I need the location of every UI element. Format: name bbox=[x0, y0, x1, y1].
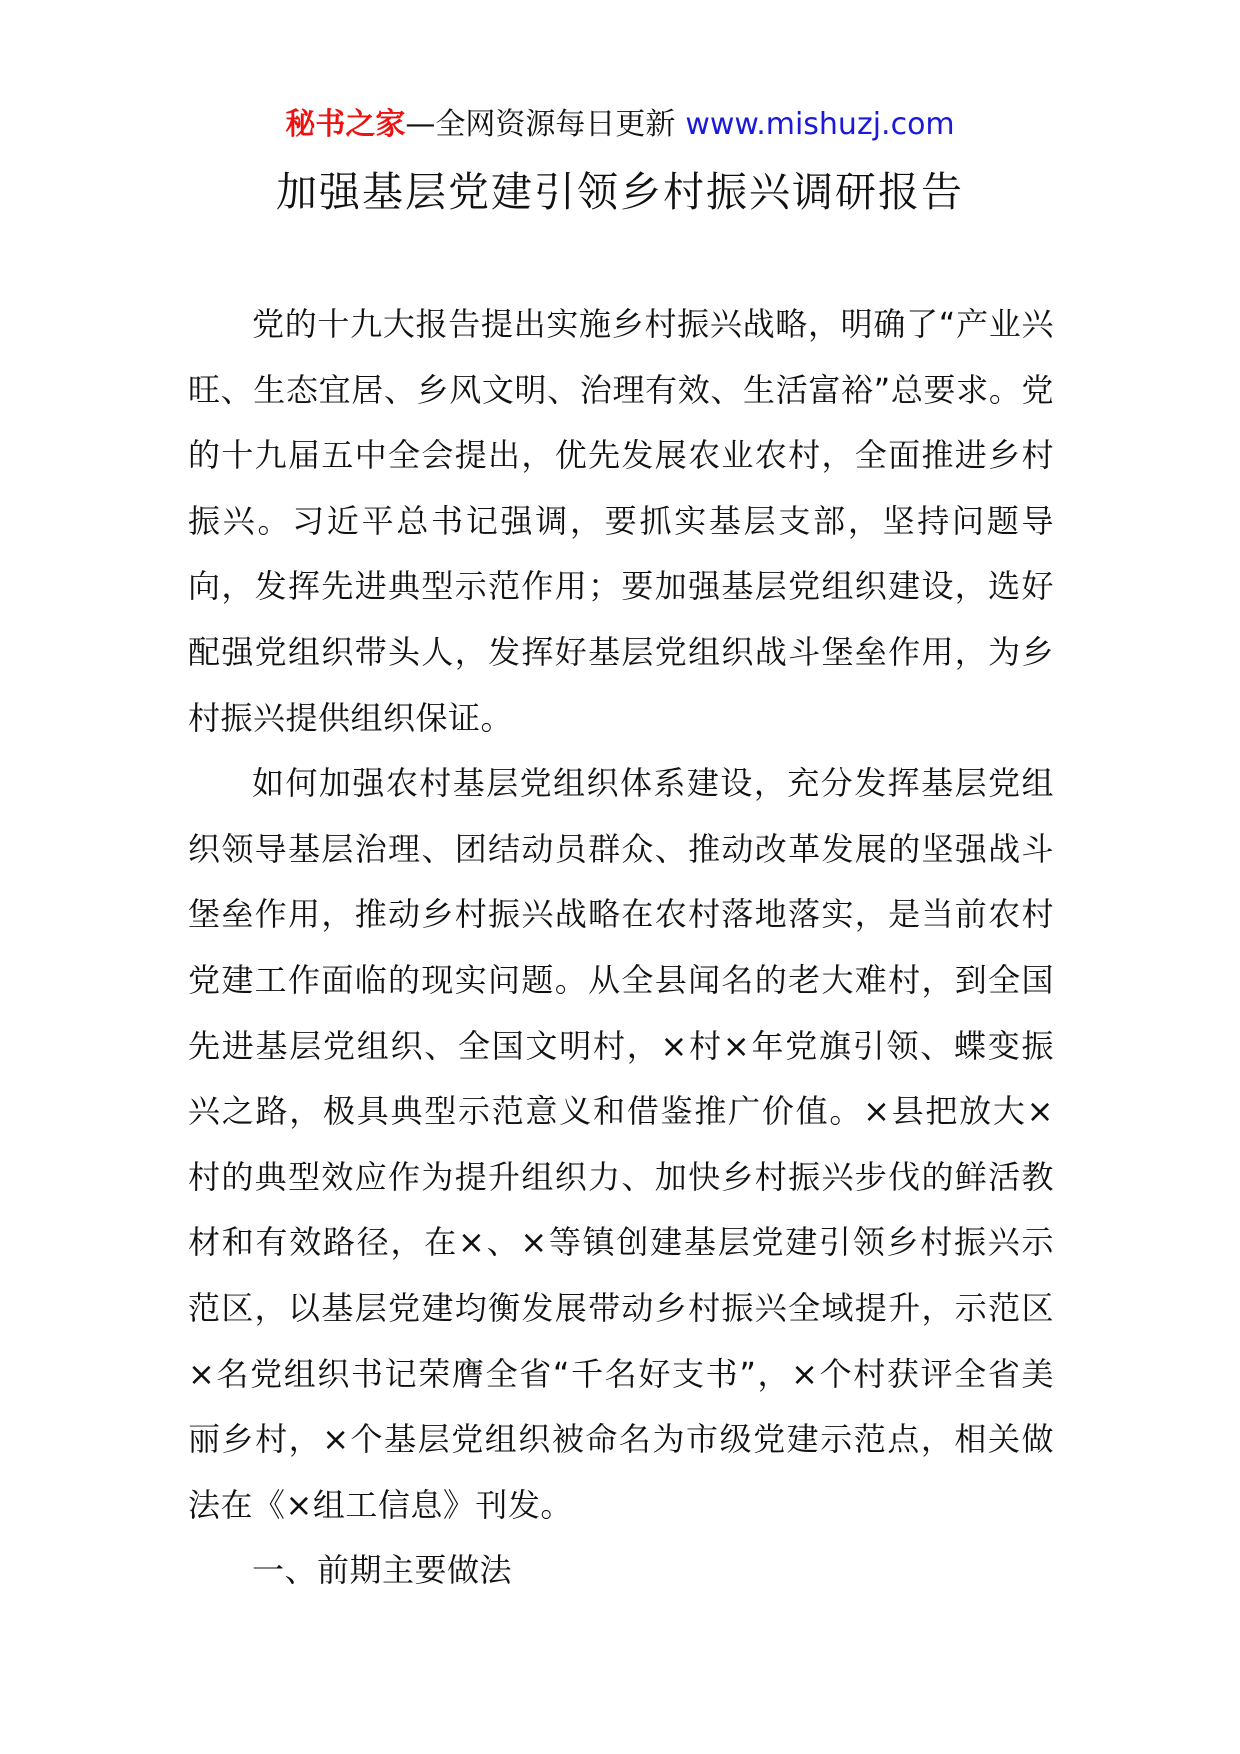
site-header bbox=[0, 103, 1240, 147]
document-body bbox=[188, 292, 1054, 1604]
document-title: 加强基层党建引领乡村振兴调研报告 bbox=[276, 168, 964, 216]
site-url-link[interactable]: www.mishuzj.com bbox=[685, 107, 955, 142]
site-tagline: —全网资源每日更新 bbox=[405, 107, 676, 142]
paragraph-intro: 党的十九大报告提出实施乡村振兴战略，明确了“产业兴旺、生态宜居、乡风文明、治理有效、生活富裕”总要求。党的十九届五中全会提出，优先发展农业农村，全面推进乡村振兴。习近平总书记强调，要抓实基层支部，坚持问题导向，发挥先进典型示范作用；要加强基层党组织建设，选好配强党组织带头人，发挥好基层党组织战斗堡垒作用，为乡村振兴提供组织保证。 bbox=[188, 305, 1054, 737]
site-brand: 秘书之家 bbox=[285, 107, 406, 142]
paragraph-background: 如何加强农村基层党组织体系建设，充分发挥基层党组织领导基层治理、团结动员群众、推动改革发展的坚强战斗堡垒作用，推动乡村振兴战略在农村落地落实，是当前农村党建工作面临的现实问题。从全县闻名的老大难村，到全国先进基层党组织、全国文明村，×村×年党旗引领、蝶变振兴之路，极具典型示范意义和借鉴推广价值。×县把放大×村的典型效应作为提升组织力、加快乡村振兴步伐的鲜活教材和有效路径，在×、×等镇创建基层党建引领乡村振兴示范区，以基层党建均衡发展带动乡村振兴全域提升，示范区×名党组织书记荣膺全省“千名好支书”，×个村获评全省美丽乡村，×个基层党组织被命名为市级党建示范点，相关做法在《×组工信息》刊发。 bbox=[188, 764, 1054, 1524]
section-heading: 一、前期主要做法 bbox=[252, 1551, 513, 1590]
